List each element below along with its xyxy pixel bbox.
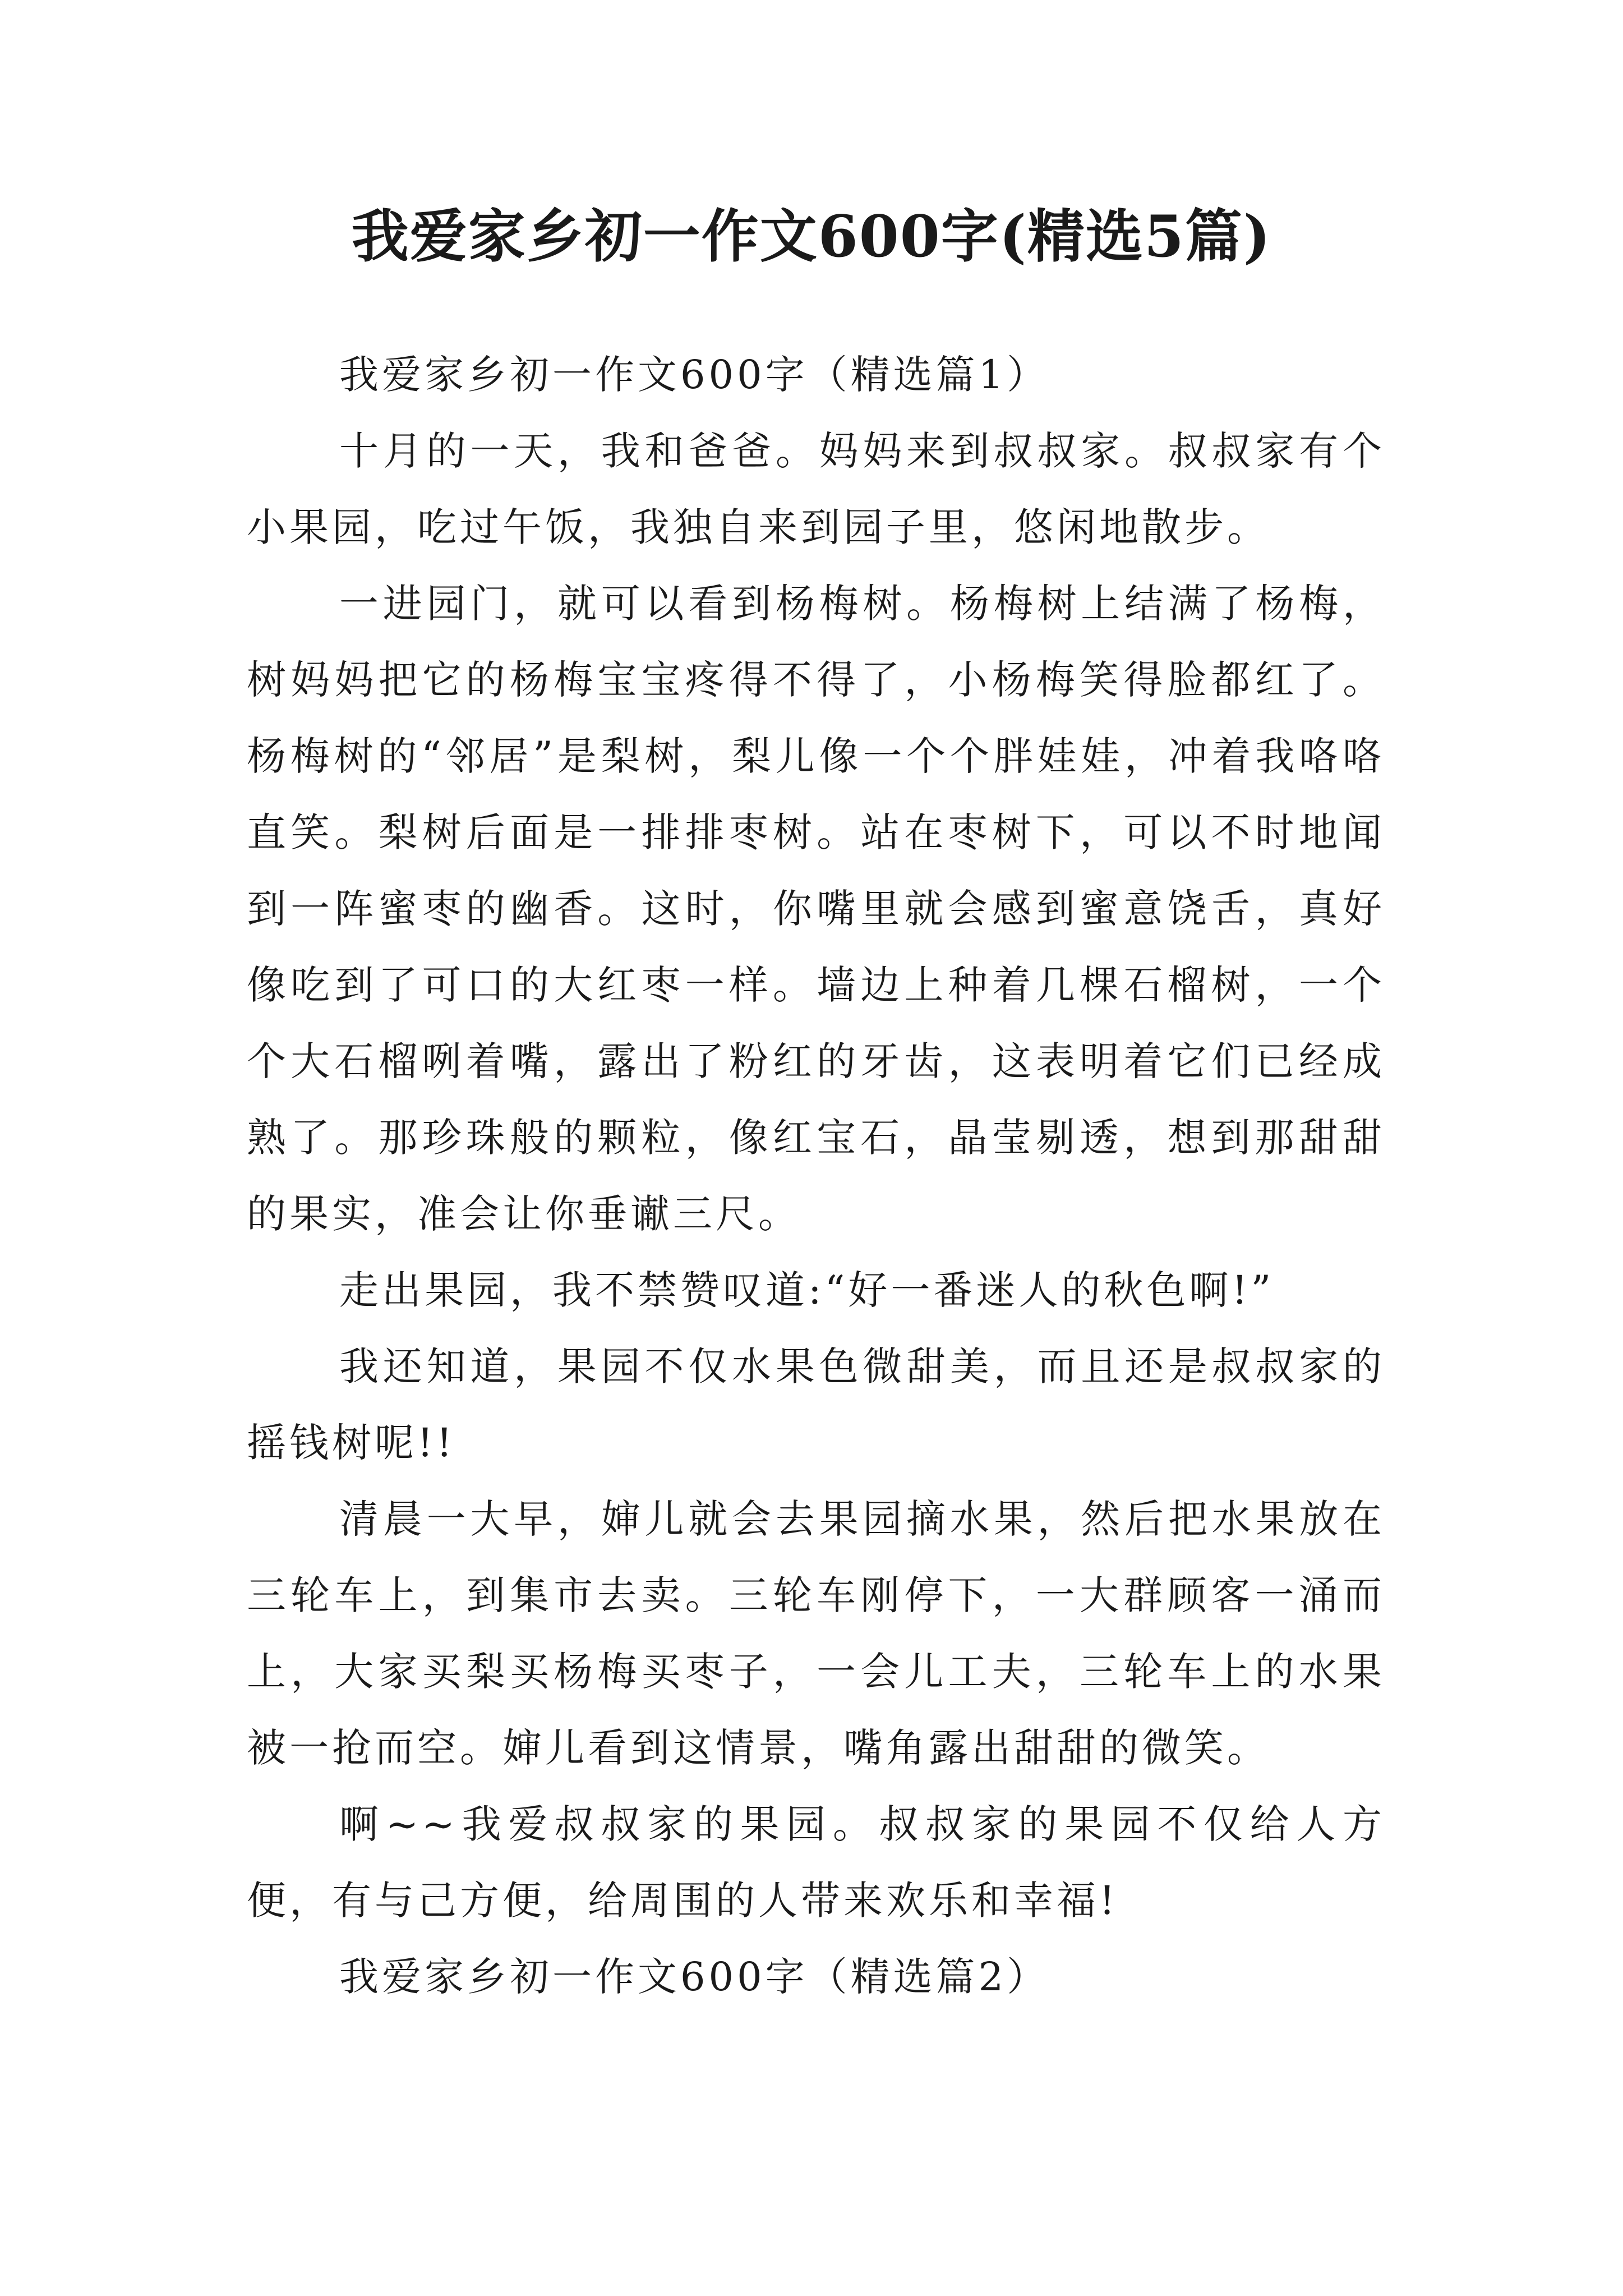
section-heading-2: 我爱家乡初一作文600字（精选篇2） xyxy=(339,1954,1050,2000)
paragraph: 走出果园，我不禁赞叹道:“好一番迷人的秋色啊!” xyxy=(339,1267,1275,1313)
paragraph: 啊~~我爱叔叔家的果园。叔叔家的果园不仅给人方便，有与己方便，给周围的人带来欢乐和幸福! xyxy=(247,1801,1385,1924)
paragraph: 一进园门，就可以看到杨梅树。杨梅树上结满了杨梅，树妈妈把它的杨梅宝宝疼得不得了，小杨梅笑得脸都红了。杨梅树的“邻居”是梨树，梨儿像一个个胖娃娃，冲着我咯咯直笑。梨树后面是一排排枣树。站在枣树下，可以不时地闻到一阵蜜枣的幽香。这时，你嘴里就会感到蜜意饶舌，真好像吃到了可口的大红枣一样。墙边上种着几棵石榴树，一个个大石榴咧着嘴，露出了粉红的牙齿，这表明着它们已经成熟了。那珍珠般的颗粒，像红宝石，晶莹剔透，想到那甜甜的果实，准会让你垂谳三尺。 xyxy=(247,581,1385,1237)
document-body xyxy=(247,337,1385,2015)
paragraph: 十月的一天，我和爸爸。妈妈来到叔叔家。叔叔家有个小果园，吃过午饭，我独自来到园子里，悠闲地散步。 xyxy=(247,428,1385,550)
section-heading-1: 我爱家乡初一作文600字（精选篇1） xyxy=(339,352,1050,398)
paragraph: 我还知道，果园不仅水果色微甜美，而且还是叔叔家的摇钱树呢!! xyxy=(247,1343,1385,1466)
document-title: 我爱家乡初一作文600字(精选5篇) xyxy=(351,203,1272,270)
paragraph: 清晨一大早，婶儿就会去果园摘水果，然后把水果放在三轮车上，到集市去卖。三轮车刚停下，一大群顾客一涌而上，大家买梨买杨梅买枣子，一会儿工夫，三轮车上的水果被一抢而空。婶儿看到这情景，嘴角露出甜甜的微笑。 xyxy=(247,1496,1385,1771)
